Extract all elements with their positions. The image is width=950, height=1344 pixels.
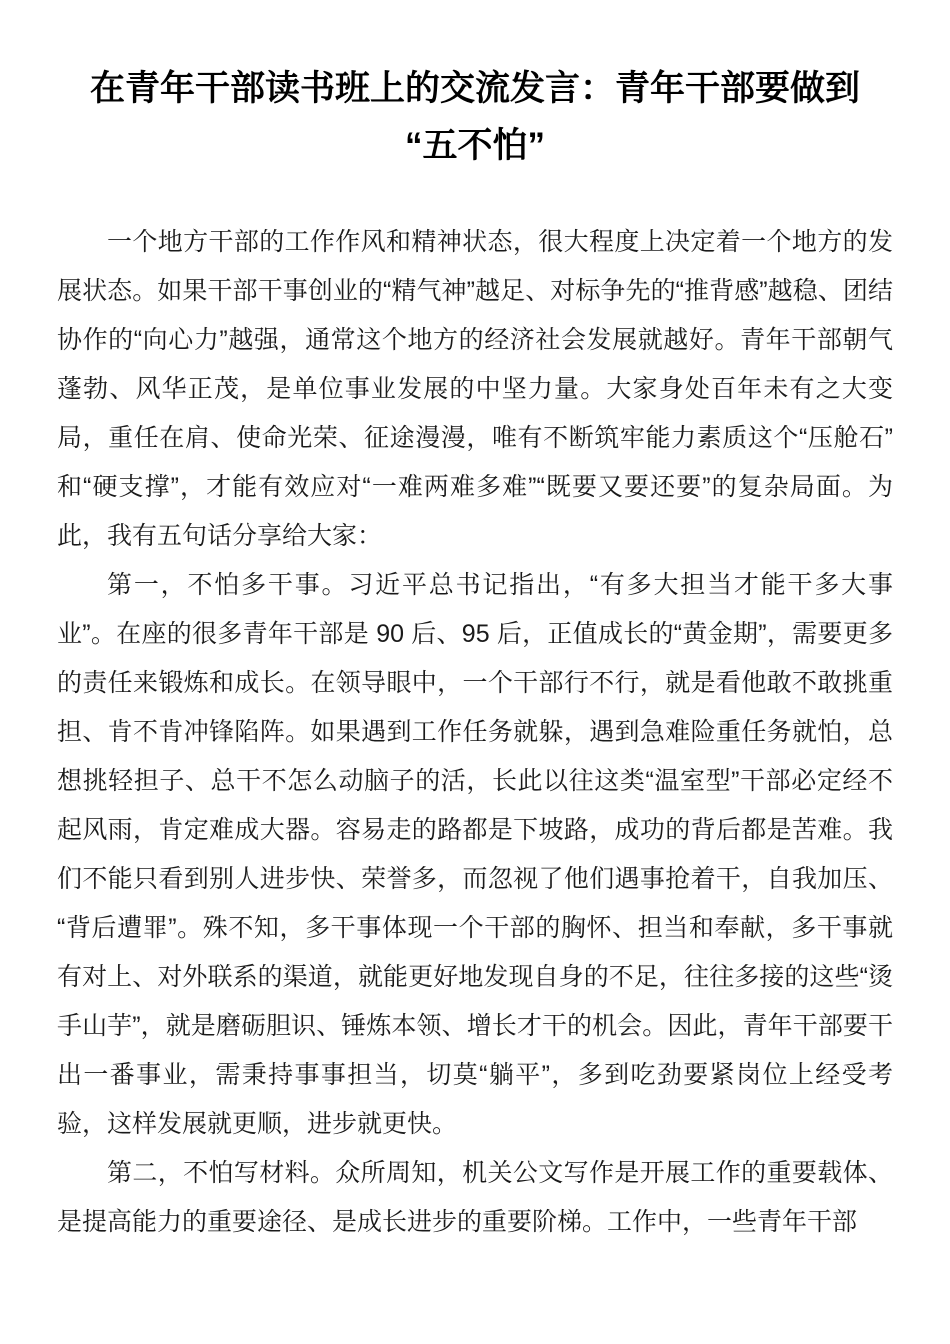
page-title	[67, 60, 883, 174]
title-line-2: “五不怕”	[404, 126, 545, 165]
title-line-1: 在青年干部读书班上的交流发言：青年干部要做到	[89, 69, 860, 108]
paragraph-intro: 一个地方干部的工作作风和精神状态，很大程度上决定着一个地方的发展状态。如果干部干事创业的“精气神”越足、对标争先的“推背感”越稳、团结协作的“向心力”越强，通常这个地方的经济社会发展就越好。青年干部朝气蓬勃、风华正茂，是单位事业发展的中坚力量。大家身处百年未有之大变局，重任在肩、使命光荣、征途漫漫，唯有不断筑牢能力素质这个“压舱石”和“硬支撑”，才能有效应对“一难两难多难”“既要又要还要”的复杂局面。为此，我有五句话分享给大家：	[57, 228, 893, 550]
document-body	[57, 218, 893, 1247]
paragraph-point-two: 第二，不怕写材料。众所周知，机关公文写作是开展工作的重要载体、是提高能力的重要途径、是成长进步的重要阶梯。工作中，一些青年干部	[57, 1159, 893, 1236]
paragraph-point-one: 第一，不怕多干事。习近平总书记指出，“有多大担当才能干多大事业”。在座的很多青年干部是 90 后、95 后，正值成长的“黄金期”，需要更多的责任来锻炼和成长。在领导眼中，一个干部行不行，就是看他敢不敢挑重担、肯不肯冲锋陷阵。如果遇到工作任务就躲，遇到急难险重任务就怕，总想挑轻担子、总干不怎么动脑子的活，长此以往这类“温室型”干部必定经不起风雨，肯定难成大器。容易走的路都是下坡路，成功的背后都是苦难。我们不能只看到别人进步快、荣誉多，而忽视了他们遇事抢着干，自我加压、“背后遭罪”。殊不知，多干事体现一个干部的胸怀、担当和奉献，多干事就有对上、对外联系的渠道，就能更好地发现自身的不足，往往多接的这些“烫手山芋”，就是磨砺胆识、锤炼本领、增长才干的机会。因此，青年干部要干出一番事业，需秉持事事担当，切莫“躺平”，多到吃劲要紧岗位上经受考验，这样发展就更顺，进步就更快。	[57, 571, 893, 1138]
